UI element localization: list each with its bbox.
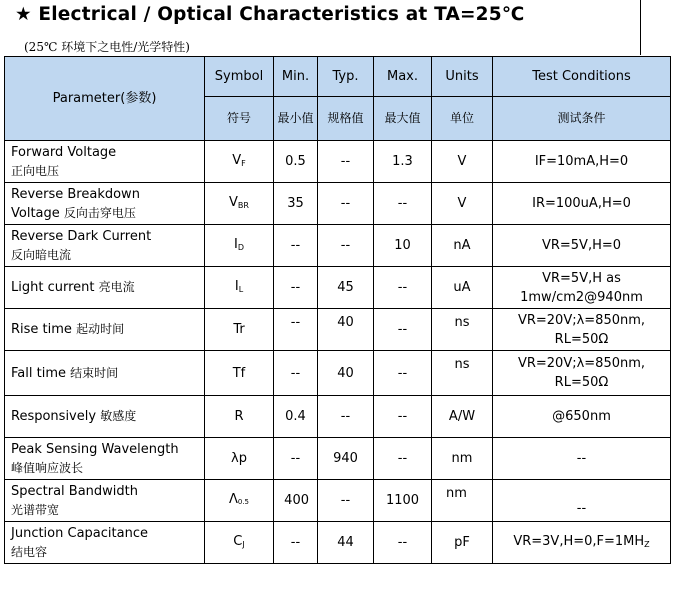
symbol-cell: $I_D$	[205, 225, 274, 267]
symbol-cell: $V_{BR}$	[205, 183, 274, 225]
parameter-en: Peak Sensing Wavelength	[11, 441, 179, 457]
typ-cell: --	[318, 141, 374, 183]
parameter-en: Junction Capacitance	[11, 525, 148, 541]
symbol-cell: Tr	[205, 309, 274, 351]
parameter-cell	[5, 141, 205, 183]
table-row	[5, 480, 671, 522]
min-cell: --	[274, 225, 318, 267]
table-row	[5, 225, 671, 267]
table-row	[5, 351, 671, 396]
max-cell: --	[374, 522, 432, 564]
parameter-cell	[5, 438, 205, 480]
min-cell: --	[274, 351, 318, 396]
header-max-cn: 最大值	[374, 97, 432, 141]
max-cell: --	[374, 267, 432, 309]
parameter-cn: 正向电压	[11, 163, 60, 178]
condition-cell: IR=100uA,H=0	[493, 183, 671, 225]
parameter-en: Forward Voltage	[11, 144, 117, 160]
unit-cell: A/W	[432, 396, 493, 438]
max-cell: --	[374, 183, 432, 225]
header-units-cn: 单位	[432, 97, 493, 141]
min-cell: 0.4	[274, 396, 318, 438]
table-row	[5, 438, 671, 480]
header-typ: Typ.	[318, 57, 374, 97]
unit-cell: pF	[432, 522, 493, 564]
condition-cell: VR=20V;λ=850nm, RL=50Ω	[493, 351, 671, 396]
parameter-en: Reverse Dark Current	[11, 228, 152, 244]
title-block	[4, 0, 641, 55]
parameter-cn: 结束时间	[70, 365, 119, 380]
header-max: Max.	[374, 57, 432, 97]
min-cell: --	[274, 522, 318, 564]
typ-cell: --	[318, 183, 374, 225]
max-cell: --	[374, 396, 432, 438]
min-cell: 400	[274, 480, 318, 522]
page-subtitle: (25℃ 环境下之电性/光学特性)	[24, 40, 190, 54]
parameter-cell	[5, 267, 205, 309]
typ-cell: 44	[318, 522, 374, 564]
symbol-cell: $C_J$	[205, 522, 274, 564]
parameter-en: Light current	[11, 280, 95, 295]
parameter-cn: 光谱带宽	[11, 502, 60, 517]
parameter-en: Responsively	[11, 409, 97, 424]
min-cell: --	[274, 438, 318, 480]
parameter-cn: 敏感度	[100, 409, 137, 423]
condition-cell: --	[493, 480, 671, 522]
unit-cell: V	[432, 141, 493, 183]
max-cell: --	[374, 309, 432, 351]
header-typ-cn: 规格值	[318, 97, 374, 141]
condition-cell: $VR=3V,H=0,F=1MH_Z$	[493, 522, 671, 564]
condition-cell: IF=10mA,H=0	[493, 141, 671, 183]
table-row	[5, 267, 671, 309]
typ-cell: --	[318, 225, 374, 267]
typ-cell: --	[318, 480, 374, 522]
min-cell: --	[274, 267, 318, 309]
symbol-cell: $V_F$	[205, 141, 274, 183]
parameter-cn: 峰值响应波长	[11, 460, 84, 475]
table-row	[5, 396, 671, 438]
header-units: Units	[432, 57, 493, 97]
max-cell: --	[374, 438, 432, 480]
parameter-cell	[5, 309, 205, 351]
symbol-cell: λp	[205, 438, 274, 480]
max-cell: 10	[374, 225, 432, 267]
parameter-cn: 反向击穿电压	[63, 205, 136, 220]
header-row-en	[5, 57, 671, 97]
parameter-cn: 反向暗电流	[11, 247, 72, 262]
max-cell: 1.3	[374, 141, 432, 183]
symbol-cell: $\Lambda_{0.5}$	[205, 480, 274, 522]
header-min: Min.	[274, 57, 318, 97]
symbol-cell: Tf	[205, 351, 274, 396]
unit-cell: nA	[432, 225, 493, 267]
min-cell: 0.5	[274, 141, 318, 183]
unit-cell: V	[432, 183, 493, 225]
symbol-cell: R	[205, 396, 274, 438]
header-symbol-cn: 符号	[205, 97, 274, 141]
condition-cell: VR=20V;λ=850nm, RL=50Ω	[493, 309, 671, 351]
typ-cell: 40	[318, 309, 374, 351]
condition-cell: --	[493, 438, 671, 480]
typ-cell: 40	[318, 351, 374, 396]
parameter-cn: 亮电流	[98, 280, 135, 294]
page-title: ★ Electrical / Optical Characteristics at TA=25℃	[15, 4, 525, 25]
parameter-cell	[5, 225, 205, 267]
max-cell: --	[374, 351, 432, 396]
parameter-cell	[5, 480, 205, 522]
typ-cell: 45	[318, 267, 374, 309]
parameter-en: Rise time	[11, 322, 72, 337]
parameter-cell	[5, 396, 205, 438]
header-conditions: Test Conditions	[493, 57, 671, 97]
header-conditions-cn: 测试条件	[493, 97, 671, 141]
parameter-cell	[5, 522, 205, 564]
characteristics-table	[4, 56, 671, 564]
unit-cell: ns	[432, 351, 493, 396]
table-row	[5, 183, 671, 225]
min-cell: --	[274, 309, 318, 351]
parameter-en: Fall time	[11, 365, 66, 381]
max-cell: 1100	[374, 480, 432, 522]
parameter-en-line2: Voltage	[11, 205, 60, 221]
parameter-en: Reverse Breakdown	[11, 186, 140, 202]
parameter-cell	[5, 351, 205, 396]
min-cell: 35	[274, 183, 318, 225]
typ-cell: 940	[318, 438, 374, 480]
condition-cell: VR=5V,H=0	[493, 225, 671, 267]
parameter-cn: 结电容	[11, 544, 48, 559]
typ-cell: --	[318, 396, 374, 438]
condition-cell: VR=5V,H as 1mw/cm2@940nm	[493, 267, 671, 309]
unit-cell: nm	[432, 480, 493, 522]
header-symbol: Symbol	[205, 57, 274, 97]
table-row	[5, 141, 671, 183]
parameter-cn: 起动时间	[76, 322, 125, 336]
header-min-cn: 最小值	[274, 97, 318, 141]
table-row	[5, 522, 671, 564]
table-row	[5, 309, 671, 351]
parameter-cell	[5, 183, 205, 225]
parameter-en: Spectral Bandwidth	[11, 483, 139, 499]
unit-cell: nm	[432, 438, 493, 480]
unit-cell: ns	[432, 309, 493, 351]
condition-cell: @650nm	[493, 396, 671, 438]
unit-cell: uA	[432, 267, 493, 309]
header-parameter: Parameter(参数)	[5, 57, 205, 141]
symbol-cell: $I_L$	[205, 267, 274, 309]
